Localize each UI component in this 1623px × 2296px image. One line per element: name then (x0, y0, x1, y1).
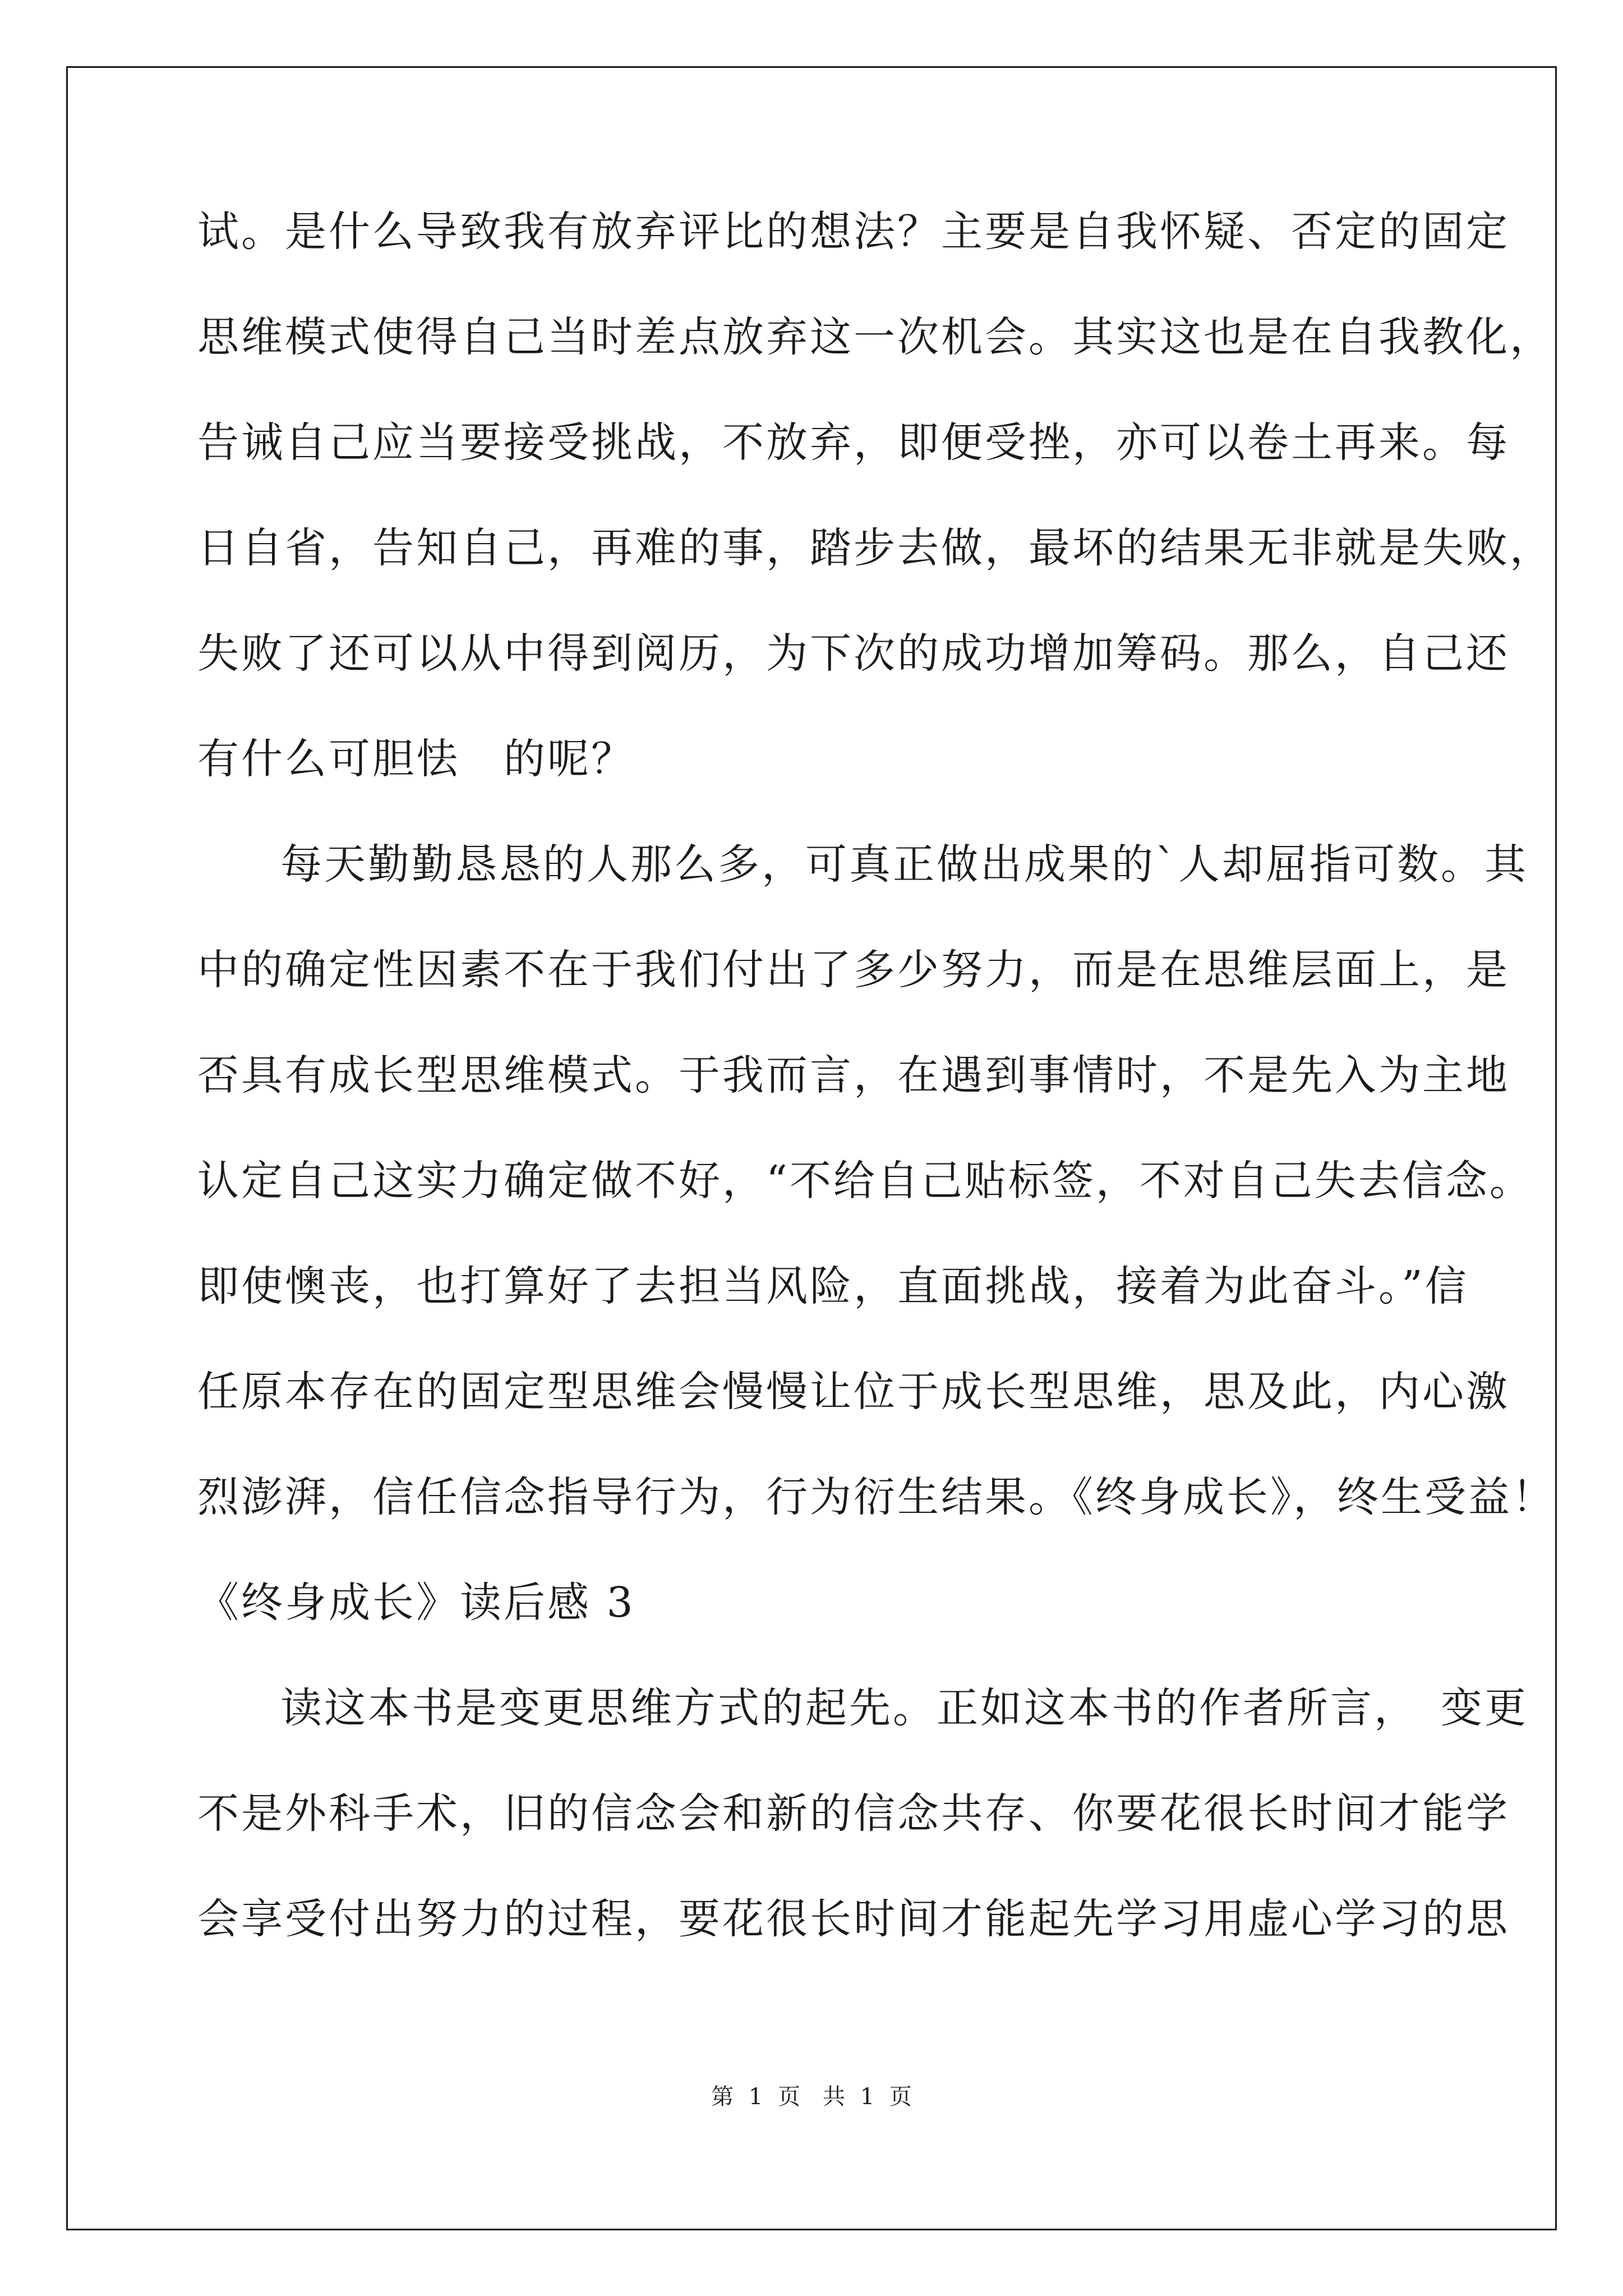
text-line: 任原本存在的固定型思维会慢慢让位于成长型思维，思及此，内心激 (197, 1368, 1510, 1416)
section-heading: 《终身成长》读后感 3 (197, 1579, 635, 1627)
text-line: 认定自己这实力确定做不好，“不给自己贴标签，不对自己失去信念。 (197, 1157, 1533, 1205)
text-line: 试。是什么导致我有放弃评比的想法？主要是自我怀疑、否定的固定 (197, 208, 1510, 256)
text-line: 否具有成长型思维模式。于我而言，在遇到事情时，不是先入为主地 (197, 1051, 1510, 1099)
text-line: 日自省，告知自己，再难的事，踏步去做，最坏的结果无非就是失败， (197, 524, 1553, 572)
text-line: 不是外科手术，旧的信念会和新的信念共存、你要花很长时间才能学 (197, 1789, 1510, 1838)
text-line: 告诫自己应当要接受挑战，不放弃，即便受挫，亦可以卷土再来。每 (197, 418, 1510, 467)
text-line: 思维模式使得自己当时差点放弃这一次机会。其实这也是在自我教化， (197, 313, 1553, 361)
text-line: 有什么可胆怯 的呢？ (197, 735, 635, 783)
text-line: 中的确定性因素不在于我们付出了多少努力，而是在思维层面上，是 (197, 946, 1510, 994)
paragraph-first-line: 读这本书是变更思维方式的起先。正如这本书的作者所言， 变更 (280, 1684, 1528, 1732)
paragraph-first-line: 每天勤勤恳恳的人那么多，可真正做出成果的`人却屈指可数。其 (280, 840, 1528, 889)
page-number: 第 1 页 共 1 页 (711, 2084, 912, 2110)
text-line: 会享受付出努力的过程，要花很长时间才能起先学习用虚心学习的思 (197, 1895, 1510, 1943)
text-line: 即使懊丧，也打算好了去担当风险，直面挑战，接着为此奋斗。”信 (197, 1262, 1469, 1310)
text-line: 烈澎湃，信任信念指导行为，行为衍生结果。《终身成长》，终生受益！ (197, 1473, 1556, 1521)
text-line: 失败了还可以从中得到阅历，为下次的成功增加筹码。那么，自己还 (197, 629, 1510, 678)
